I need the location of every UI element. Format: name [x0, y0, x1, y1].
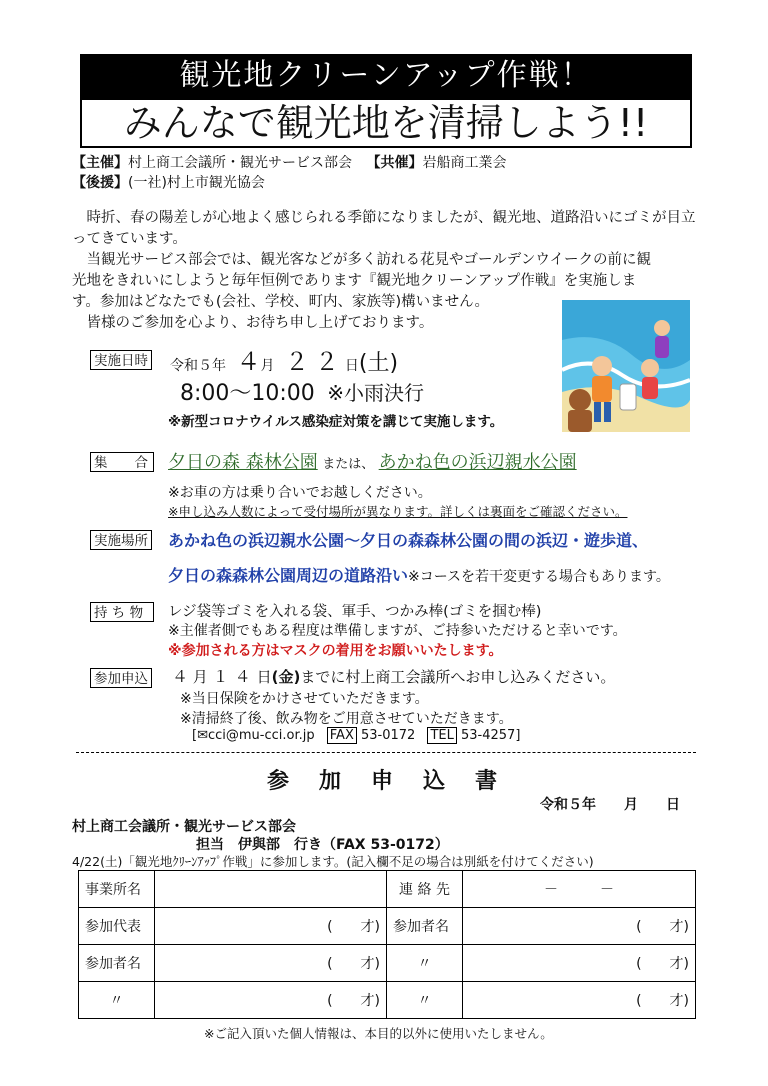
fax-number: 53-0172: [361, 728, 416, 743]
cohost-label: 【共催】: [366, 155, 423, 171]
covid-note: ※新型コロナウイルス感染症対策を講じて実施します。: [168, 414, 504, 430]
reception-note: ※申し込み人数によって受付場所が異なります。詳しくは裏面をご確認ください。: [168, 504, 628, 519]
contact-email[interactable]: cci@mu-cci.or.jp: [207, 728, 315, 743]
organizers-line-2: [72, 172, 265, 192]
deadline-day-unit: 日: [256, 668, 272, 686]
date-day: ２２: [284, 348, 345, 376]
carpool-note: ※お車の方は乗り合いでお越しください。: [168, 485, 432, 501]
venue-road: 夕日の森森林公園周辺の道路沿い: [168, 566, 409, 585]
items-list: レジ袋等ゴミを入れる袋、軍手、つかみ棒(ゴミを掴む棒): [168, 604, 542, 620]
deadline-month: ４: [172, 667, 189, 686]
banner-title: 観光地クリーンアップ作戦！: [80, 54, 692, 98]
event-time: 8:00～10:00: [180, 381, 315, 406]
table-row: [79, 982, 696, 1019]
intro-p2-line2: 光地をきれいにしようと毎年恒例であります『観光地クリーンアップ作戦』を実施しま: [72, 273, 637, 289]
apply-deadline: [172, 664, 615, 687]
contact-line: [✉cci@mu-cci.or.jp FAX 53-0172 TEL 53-4257]: [192, 728, 521, 743]
meeting-place-1: 夕日の森 森林公園: [168, 452, 318, 473]
venue-line-2: [168, 563, 670, 586]
tel-label: TEL: [427, 727, 456, 744]
intro-paragraph-3: 皆様のご参加を心より、お待ち申し上げております。: [86, 315, 434, 331]
contact-field[interactable]: － －: [463, 871, 696, 908]
fax-label: FAX: [327, 727, 357, 744]
participant-field[interactable]: ( 才): [155, 945, 387, 982]
participant-field[interactable]: ( 才): [463, 982, 696, 1019]
form-to-person: 担当 伊與部 行き（FAX 53-0172）: [196, 837, 449, 853]
date-weekday: (土): [358, 351, 399, 376]
representative-field[interactable]: ( 才): [155, 908, 387, 945]
date-month-unit: 月: [260, 358, 275, 374]
intro-paragraph-1: 時折、春の陽差しが心地よく感じられる季節になりましたが、観光地、道路沿いにゴミが目立ってきています。: [72, 210, 696, 247]
table-row: [79, 908, 696, 945]
support-name: (一社)村上市観光協会: [128, 175, 265, 191]
deadline-tail: までに村上商工会議所へお申し込みください。: [300, 668, 616, 686]
meeting-label: 集 合: [90, 452, 154, 472]
table-row: [79, 871, 696, 908]
intro-p2-line1: 当観光サービス部会では、観光客などが多く訪れる花見やゴールデンウイークの前に観: [86, 252, 651, 268]
host-label: 【主催】: [72, 155, 128, 171]
host-name: 村上商工会議所・観光サービス部会: [128, 155, 352, 171]
items-label: 持 ち 物: [90, 602, 154, 622]
deadline-weekday: (金): [271, 668, 301, 686]
date-label: 実施日時: [90, 350, 152, 370]
organizers-line-1: [72, 152, 506, 172]
date-day-unit: 日: [344, 358, 359, 374]
meeting-place-2: あかね色の浜辺親水公園: [378, 452, 577, 473]
mask-note: ※参加される方はマスクの着用をお願いいたします。: [168, 643, 503, 659]
row-label-representative: 参加代表: [79, 908, 155, 945]
form-heading: 参 加 申 込 書: [266, 769, 501, 794]
table-row: [79, 945, 696, 982]
participant-field[interactable]: ( 才): [463, 945, 696, 982]
row-label-contact: 連 絡 先: [387, 871, 463, 908]
tel-number: 53-4257: [461, 728, 516, 743]
business-name-field[interactable]: [155, 871, 387, 908]
form-to-org: 村上商工会議所・観光サービス部会: [72, 819, 296, 835]
date-month: ４: [236, 348, 261, 376]
main-headline: みんなで観光地を清掃しよう!!: [80, 98, 692, 148]
meeting-or: または、: [322, 457, 375, 472]
meeting-places: [168, 448, 577, 474]
rain-note: ※小雨決行: [327, 381, 425, 405]
support-label: 【後援】: [72, 175, 128, 191]
participant-field[interactable]: ( 才): [155, 982, 387, 1019]
form-date: 令和５年 月 日: [540, 797, 680, 813]
insurance-note: ※当日保険をかけさせていただきます。: [180, 691, 429, 707]
row-label-business: 事業所名: [79, 871, 155, 908]
row-label-participant: 参加者名: [79, 945, 155, 982]
deadline-month-unit: 月: [192, 668, 208, 686]
mail-icon: ✉: [197, 728, 208, 743]
venue-line-1: あかね色の浜辺親水公園～夕日の森森林公園の間の浜辺・遊歩道、: [168, 531, 649, 550]
participant-field[interactable]: ( 才): [463, 908, 696, 945]
event-date: [170, 342, 398, 377]
intro-p2-line3: す。参加はどなたでも(会社、学校、町内、家族等)構いません。: [72, 294, 490, 310]
items-note: ※主催者側でもある程度は準備しますが、ご持参いただけると幸いです。: [168, 623, 627, 639]
privacy-note: ※ご記入頂いた個人情報は、本目的以外に使用いたしません。: [204, 1026, 553, 1041]
cut-line: [76, 752, 696, 753]
cohost-name: 岩船商工業会: [422, 155, 507, 171]
venue-note: ※コースを若干変更する場合もあります。: [408, 569, 670, 585]
beach-cleanup-illustration: [562, 300, 690, 432]
date-era: 令和５年: [170, 358, 226, 374]
ditto-mark: 〃: [387, 945, 463, 982]
drink-note: ※清掃終了後、飲み物をご用意させていただきます。: [180, 711, 513, 727]
apply-label: 参加申込: [90, 668, 152, 688]
form-statement: 4/22(土)「観光地ｸﾘｰﾝｱｯﾌﾟ作戦」に参加します。(記入欄不足の場合は別紙を付けてください): [72, 854, 594, 869]
venue-label: 実施場所: [90, 530, 152, 550]
row-label-participant: 参加者名: [387, 908, 463, 945]
application-table: [78, 870, 696, 1019]
ditto-mark: 〃: [79, 982, 155, 1019]
ditto-mark: 〃: [387, 982, 463, 1019]
deadline-day: １４: [212, 667, 257, 686]
event-time-line: [180, 376, 424, 407]
